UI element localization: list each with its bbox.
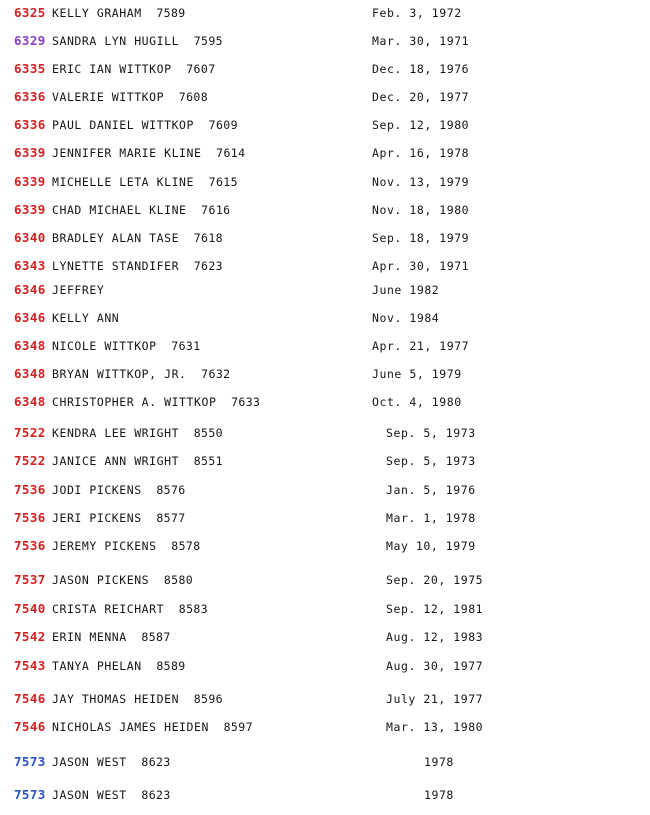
row-date: Sep. 12, 1981	[386, 602, 484, 616]
row-name: KENDRA LEE WRIGHT 8550	[52, 426, 224, 440]
row-name: CRISTA REICHART 8583	[52, 602, 209, 616]
row-date: Sep. 12, 1980	[372, 118, 470, 132]
row-reference-number[interactable]: 6339	[14, 145, 46, 160]
row-date: 1978	[424, 788, 454, 802]
table-row	[0, 5, 650, 33]
table-row	[0, 145, 650, 173]
row-reference-number[interactable]: 6346	[14, 310, 46, 325]
row-date: Sep. 18, 1979	[372, 231, 470, 245]
row-name: JASON WEST 8623	[52, 755, 171, 769]
row-record-number: 8587	[126, 630, 171, 644]
row-name: VALERIE WITTKOP 7608	[52, 90, 209, 104]
row-record-number: 7607	[171, 62, 216, 76]
row-record-number: 8623	[126, 788, 171, 802]
table-row	[0, 538, 650, 566]
row-record-number: 7614	[201, 146, 246, 160]
table-row	[0, 338, 650, 366]
row-record-number: 8589	[141, 659, 186, 673]
row-reference-number[interactable]: 6335	[14, 61, 46, 76]
row-name: ERIN MENNA 8587	[52, 630, 171, 644]
table-row	[0, 482, 650, 510]
row-date: July 21, 1977	[386, 692, 484, 706]
row-reference-number[interactable]: 6329	[14, 33, 46, 48]
row-name: JEFFREY	[52, 283, 105, 297]
row-date: Aug. 12, 1983	[386, 630, 484, 644]
row-name: KELLY GRAHAM 7589	[52, 6, 186, 20]
row-record-number: 8576	[141, 483, 186, 497]
row-name: CHAD MICHAEL KLINE 7616	[52, 203, 231, 217]
row-reference-number[interactable]: 6348	[14, 338, 46, 353]
row-reference-number[interactable]: 6343	[14, 258, 46, 273]
table-row	[0, 572, 650, 600]
table-row	[0, 510, 650, 538]
row-record-number: 7609	[194, 118, 238, 132]
row-name: NICOLE WITTKOP 7631	[52, 339, 201, 353]
row-record-number: 7595	[179, 34, 224, 48]
row-date: Nov. 13, 1979	[372, 175, 470, 189]
row-record-number: 8551	[179, 454, 224, 468]
row-reference-number[interactable]: 6348	[14, 394, 46, 409]
row-record-number: 8578	[156, 539, 201, 553]
row-date: Mar. 1, 1978	[386, 511, 476, 525]
row-reference-number[interactable]: 7573	[14, 754, 46, 769]
row-record-number: 8580	[149, 573, 194, 587]
row-name: MICHELLE LETA KLINE 7615	[52, 175, 238, 189]
row-name: JASON WEST 8623	[52, 788, 171, 802]
row-reference-number[interactable]: 6336	[14, 117, 46, 132]
row-name: LYNETTE STANDIFER 7623	[52, 259, 224, 273]
row-name: BRYAN WITTKOP, JR. 7632	[52, 367, 231, 381]
row-reference-number[interactable]: 6336	[14, 89, 46, 104]
table-row	[0, 394, 650, 422]
table-row	[0, 629, 650, 657]
row-reference-number[interactable]: 6325	[14, 5, 46, 20]
row-reference-number[interactable]: 6339	[14, 174, 46, 189]
row-reference-number[interactable]: 6346	[14, 282, 46, 297]
row-date: Nov. 18, 1980	[372, 203, 470, 217]
row-record-number: 7631	[156, 339, 201, 353]
row-name: JAY THOMAS HEIDEN 8596	[52, 692, 224, 706]
row-reference-number[interactable]: 7536	[14, 482, 46, 497]
row-date: Nov. 1984	[372, 311, 440, 325]
table-row	[0, 282, 650, 310]
row-date: 1978	[424, 755, 454, 769]
row-reference-number[interactable]: 7522	[14, 425, 46, 440]
row-date: Jan. 5, 1976	[386, 483, 476, 497]
table-row	[0, 61, 650, 89]
row-record-number: 7618	[179, 231, 224, 245]
row-reference-number[interactable]: 7543	[14, 658, 46, 673]
row-date: Feb. 3, 1972	[372, 6, 462, 20]
row-name: JERI PICKENS 8577	[52, 511, 186, 525]
row-record-number: 7608	[164, 90, 209, 104]
table-row	[0, 425, 650, 453]
row-date: Dec. 18, 1976	[372, 62, 470, 76]
row-record-number: 7623	[179, 259, 224, 273]
table-row	[0, 117, 650, 145]
row-record-number: 8596	[179, 692, 224, 706]
table-row	[0, 230, 650, 258]
row-date: May 10, 1979	[386, 539, 476, 553]
row-record-number: 7632	[186, 367, 231, 381]
row-name: NICHOLAS JAMES HEIDEN 8597	[52, 720, 253, 734]
table-row	[0, 310, 650, 338]
row-reference-number[interactable]: 7546	[14, 691, 46, 706]
table-row	[0, 174, 650, 202]
row-reference-number[interactable]: 7540	[14, 601, 46, 616]
row-date: June 1982	[372, 283, 440, 297]
table-row	[0, 754, 650, 782]
row-name: JANICE ANN WRIGHT 8551	[52, 454, 224, 468]
row-reference-number[interactable]: 7542	[14, 629, 46, 644]
row-name: PAUL DANIEL WITTKOP 7609	[52, 118, 238, 132]
row-date: Sep. 20, 1975	[386, 573, 484, 587]
table-row	[0, 366, 650, 394]
row-name: TANYA PHELAN 8589	[52, 659, 186, 673]
row-reference-number[interactable]: 7546	[14, 719, 46, 734]
row-record-number: 7589	[141, 6, 186, 20]
table-row	[0, 719, 650, 747]
row-date: Apr. 30, 1971	[372, 259, 470, 273]
row-date: Mar. 30, 1971	[372, 34, 470, 48]
row-reference-number[interactable]: 6339	[14, 202, 46, 217]
row-record-number: 7633	[216, 395, 261, 409]
row-name: KELLY ANN	[52, 311, 120, 325]
row-date: Oct. 4, 1980	[372, 395, 462, 409]
table-row	[0, 658, 650, 686]
row-date: Dec. 20, 1977	[372, 90, 470, 104]
row-name: CHRISTOPHER A. WITTKOP 7633	[52, 395, 261, 409]
table-row	[0, 89, 650, 117]
row-name: JODI PICKENS 8576	[52, 483, 186, 497]
row-record-number: 8583	[164, 602, 209, 616]
row-date: Apr. 21, 1977	[372, 339, 470, 353]
row-reference-number[interactable]: 6340	[14, 230, 46, 245]
table-row	[0, 787, 650, 815]
row-reference-number[interactable]: 7522	[14, 453, 46, 468]
row-date: Sep. 5, 1973	[386, 454, 476, 468]
table-row	[0, 691, 650, 719]
row-name: JASON PICKENS 8580	[52, 573, 194, 587]
row-reference-number[interactable]: 6348	[14, 366, 46, 381]
row-date: June 5, 1979	[372, 367, 462, 381]
row-record-number: 7615	[194, 175, 238, 189]
row-reference-number[interactable]: 7537	[14, 572, 46, 587]
row-name: SANDRA LYN HUGILL 7595	[52, 34, 224, 48]
row-date: Apr. 16, 1978	[372, 146, 470, 160]
row-record-number: 8577	[141, 511, 186, 525]
row-record-number: 8550	[179, 426, 224, 440]
table-row	[0, 202, 650, 230]
row-record-number: 8597	[208, 720, 253, 734]
row-reference-number[interactable]: 7536	[14, 510, 46, 525]
row-record-number: 7616	[186, 203, 231, 217]
row-date: Mar. 13, 1980	[386, 720, 484, 734]
row-record-number: 8623	[126, 755, 171, 769]
row-name: BRADLEY ALAN TASE 7618	[52, 231, 224, 245]
table-row	[0, 33, 650, 61]
row-name: JEREMY PICKENS 8578	[52, 539, 201, 553]
row-reference-number[interactable]: 7573	[14, 787, 46, 802]
row-date: Sep. 5, 1973	[386, 426, 476, 440]
row-date: Aug. 30, 1977	[386, 659, 484, 673]
table-row	[0, 601, 650, 629]
row-name: JENNIFER MARIE KLINE 7614	[52, 146, 246, 160]
table-row	[0, 453, 650, 481]
row-reference-number[interactable]: 7536	[14, 538, 46, 553]
row-name: ERIC IAN WITTKOP 7607	[52, 62, 216, 76]
